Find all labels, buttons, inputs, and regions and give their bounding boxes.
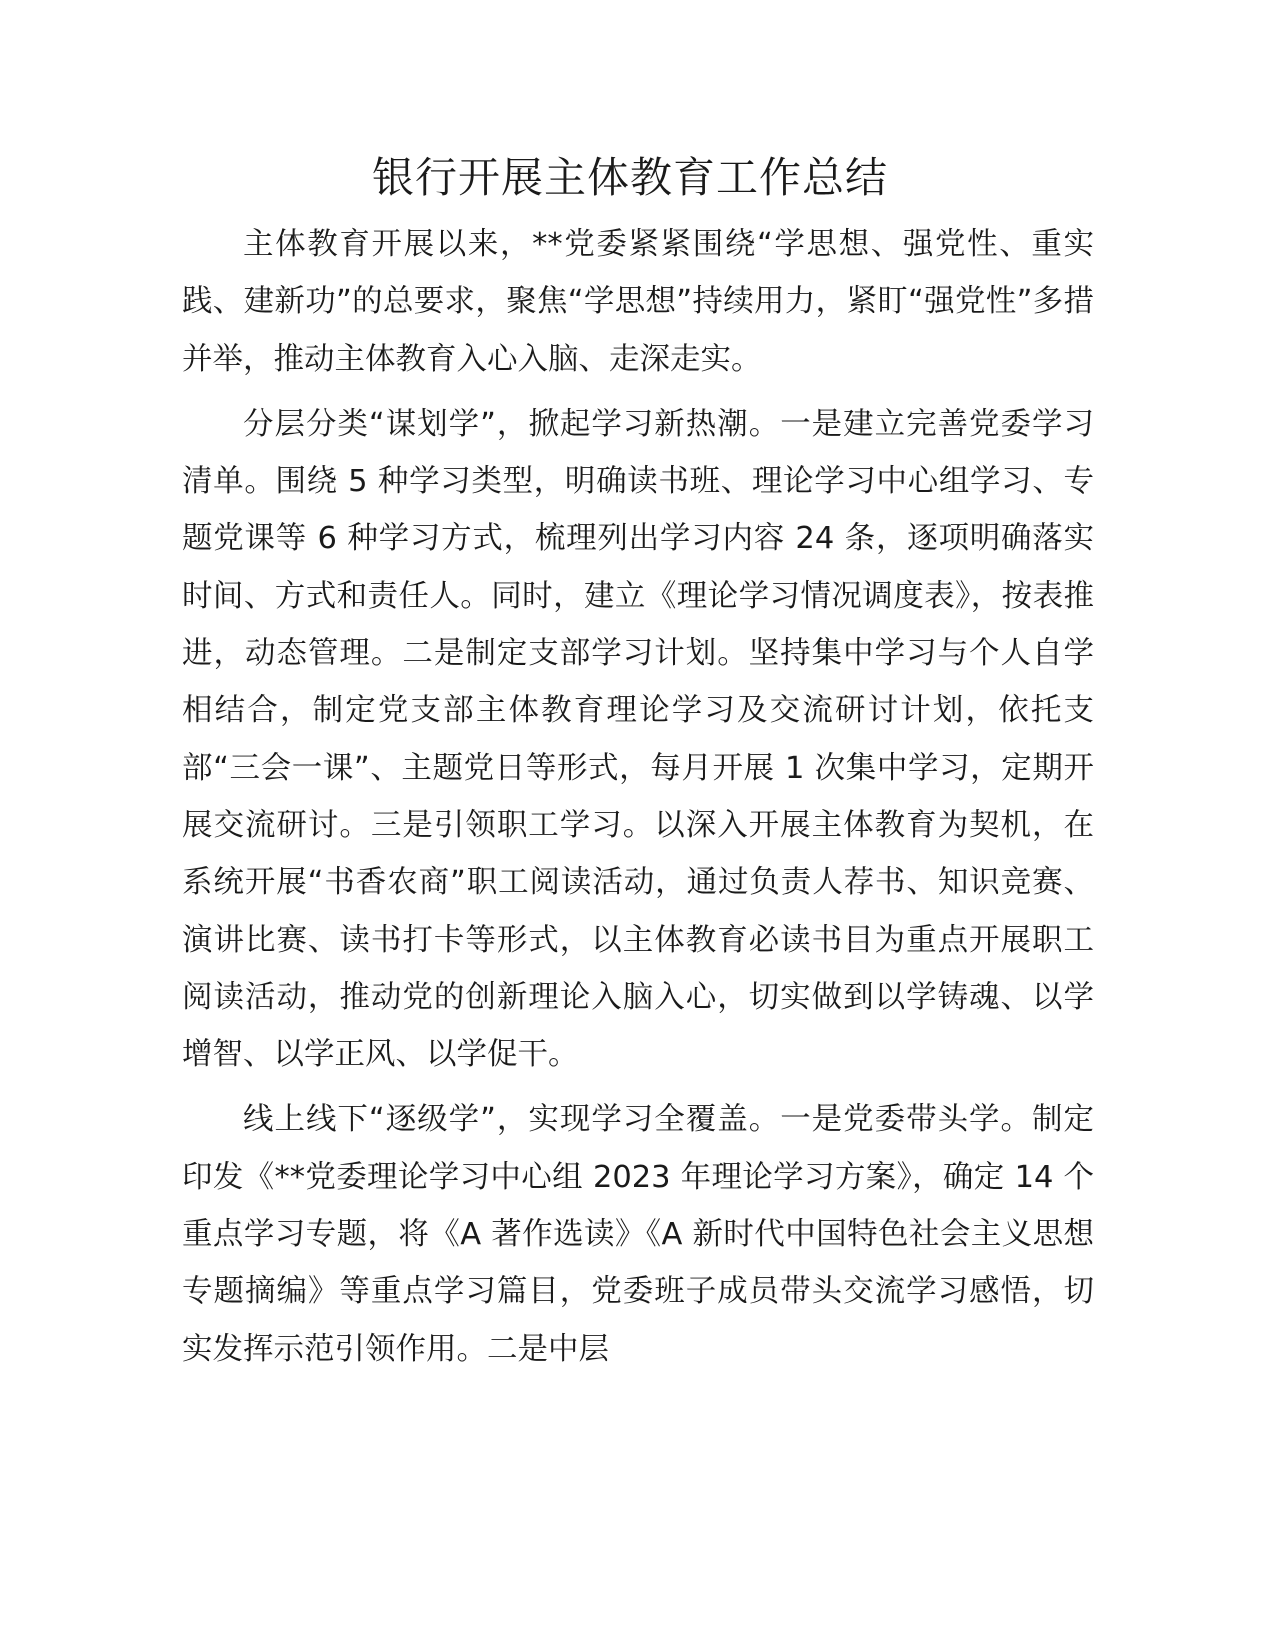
paragraph-intro: 主体教育开展以来，**党委紧紧围绕“学思想、强党性、重实践、建新功”的总要求，聚焦“学思想”持续用力，紧盯“强党性”多措并举，推动主体教育入心入脑、走深走实。 (182, 227, 1094, 377)
paragraph-online-offline-study: 线上线下“逐级学”，实现学习全覆盖。一是党委带头学。制定印发《**党委理论学习中心组 2023 年理论学习方案》，确定 14 个重点学习专题，将《A 著作选读》《A 新时代中国特色社会主义思想专题摘编》等重点学习篇目，党委班子成员带头交流学习感悟，切实发挥示范引领作用。二是中层 (182, 1102, 1094, 1367)
paragraph-layered-study: 分层分类“谋划学”，掀起学习新热潮。一是建立完善党委学习清单。围绕 5 种学习类型，明确读书班、理论学习中心组学习、专题党课等 6 种学习方式，梳理列出学习内容 24 条，逐项明确落实时间、方式和责任人。同时，建立《理论学习情况调度表》，按表推进，动态管理。二是制定支部学习计划。坚持集中学习与个人自学相结合，制定党支部主体教育理论学习及交流研讨计划，依托支部“三会一课”、主题党日等形式，每月开展 1 次集中学习，定期开展交流研讨。三是引领职工学习。以深入开展主体教育为契机，在系统开展“书香农商”职工阅读活动，通过负责人荐书、知识竞赛、演讲比赛、读书打卡等形式，以主体教育必读书目为重点开展职工阅读活动，推动党的创新理论入脑入心，切实做到以学铸魂、以学增智、以学正风、以学促干。 (182, 406, 1094, 1073)
document-title: 银行开展主体教育工作总结 (371, 153, 888, 202)
document-body (182, 216, 1094, 1386)
